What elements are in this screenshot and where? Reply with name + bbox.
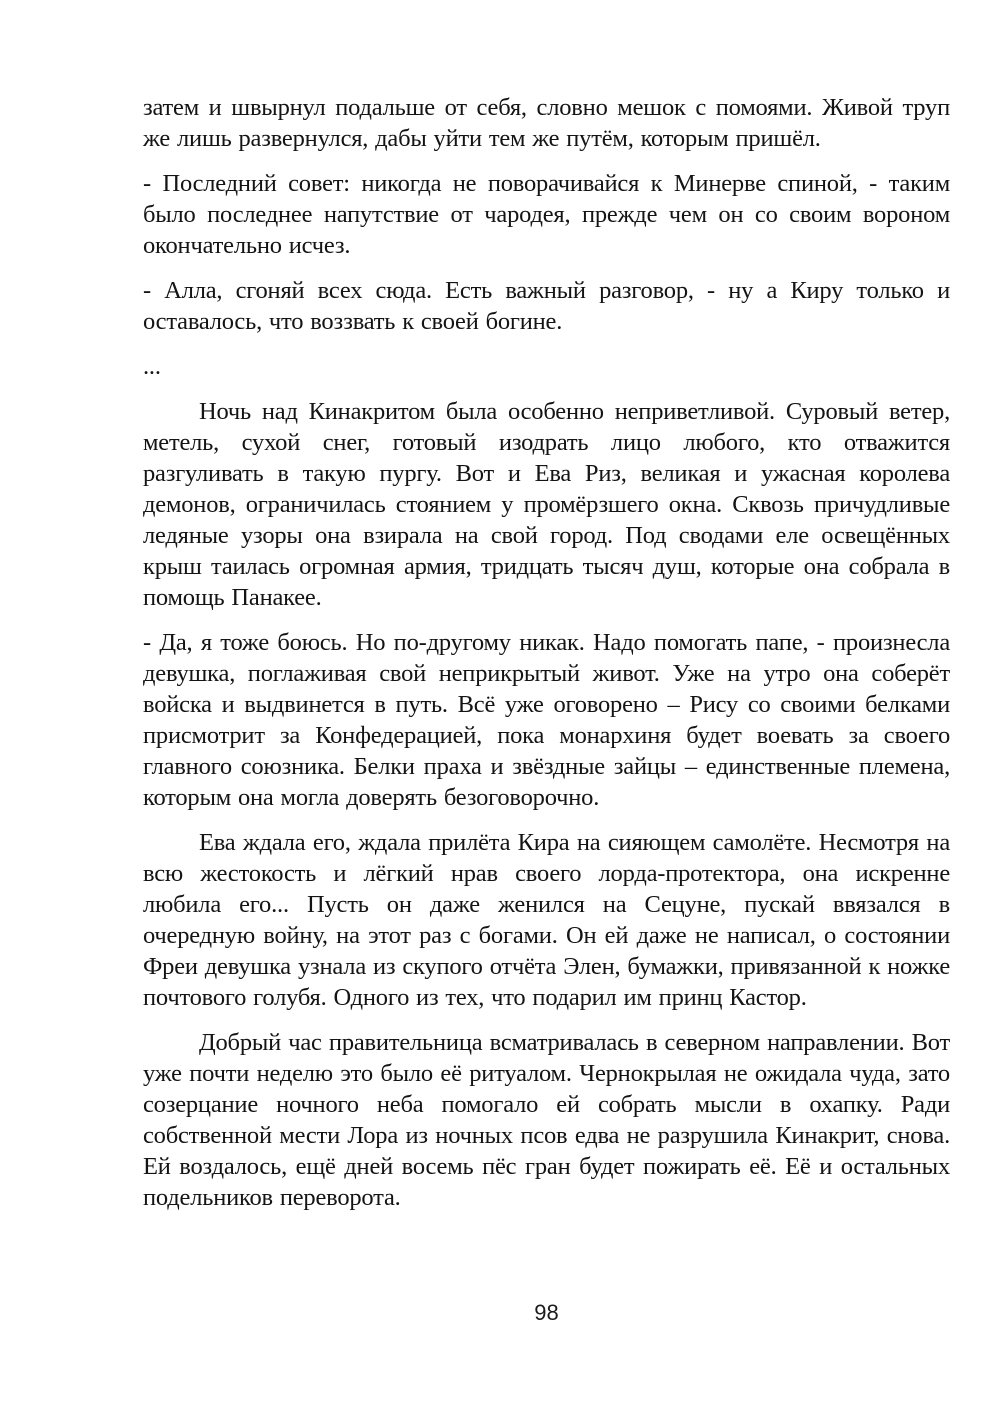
paragraph: - Да, я тоже боюсь. Но по-другому никак. Надо помогать папе, - произнесла девушка, поглаживая свой неприкрытый живот. Уже на утро она соберёт войска и выдвинется в путь. Всё уже оговорено – Рису со своими белками присмотрит за Конфедерацией, пока монархиня будет воевать за своего главного союзника. Белки праха и звёздные зайцы – единственные племена, которым она могла доверять безоговорочно. bbox=[143, 629, 950, 811]
ellipsis-paragraph: ... bbox=[143, 353, 161, 380]
paragraph: Ночь над Кинакритом была особенно неприветливой. Суровый ветер, метель, сухой снег, готовый изодрать лицо любого, кто отважится разгуливать в такую пургу. Вот и Ева Риз, великая и ужасная королева демонов, ограничилась стоянием у промёрзшего окна. Сквозь причудливые ледяные узоры она взирала на свой город. Под сводами еле освещённых крыш таилась огромная армия, тридцать тысяч душ, которые она собрала в помощь Панакее. bbox=[143, 398, 950, 611]
text-column bbox=[143, 92, 950, 1227]
paragraph: Ева ждала его, ждала прилёта Кира на сияющем самолёте. Несмотря на всю жестокость и лёгкий нрав своего лорда-протектора, она искренне любила его... Пусть он даже женился на Сецуне, пускай ввязался в очередную войну, на этот раз с богами. Он ей даже не написал, о состоянии Фреи девушка узнала из скупого отчёта Элен, бумажки, привязанной к ножке почтового голубя. Одного из тех, что подарил им принц Кастор. bbox=[143, 829, 950, 1011]
paragraph: - Последний совет: никогда не поворачивайся к Минерве спиной, - таким было последнее напутствие от чародея, прежде чем он со своим вороном окончательно исчез. bbox=[143, 170, 950, 259]
paragraph: затем и швырнул подальше от себя, словно мешок с помоями. Живой труп же лишь развернулся, дабы уйти тем же путём, которым пришёл. bbox=[143, 94, 950, 152]
paragraph: Добрый час правительница всматривалась в северном направлении. Вот уже почти неделю это было её ритуалом. Чернокрылая не ожидала чуда, зато созерцание ночного неба помогало ей собрать мысли в охапку. Ради собственной мести Лора из ночных псов едва не разрушила Кинакрит, снова. Ей воздалось, ещё дней восемь пёс гран будет пожирать её. Её и остальных подельников переворота. bbox=[143, 1029, 950, 1211]
page-number: 98 bbox=[534, 1300, 559, 1325]
paragraph: - Алла, сгоняй всех сюда. Есть важный разговор, - ну а Киру только и оставалось, что воззвать к своей богине. bbox=[143, 277, 950, 335]
